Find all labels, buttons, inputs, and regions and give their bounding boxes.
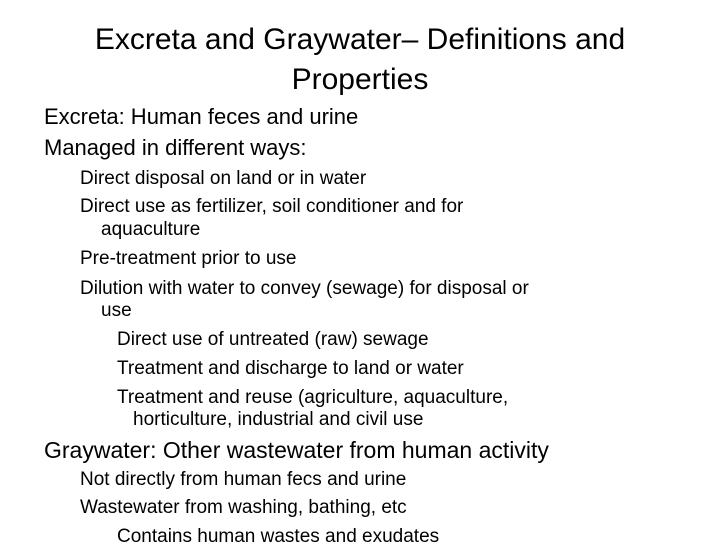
sub-bullet-dilution-cont: use xyxy=(101,300,132,321)
sub-bullet-washing: Wastewater from washing, bathing, etc xyxy=(80,497,407,518)
sub-bullet-not-feces: Not directly from human fecs and urine xyxy=(80,469,407,490)
slide-title xyxy=(40,20,680,100)
sub-bullet-direct-use-cont: aquaculture xyxy=(101,219,201,240)
sub-sub-bullet-contains: Contains human wastes and exudates xyxy=(117,526,440,547)
title-line-1: Excreta and Graywater– Definitions and xyxy=(94,23,626,56)
bullet-graywater-definition: Graywater: Other wastewater from human activity xyxy=(44,437,549,463)
sub-sub-bullet-discharge: Treatment and discharge to land or water xyxy=(117,358,464,379)
sub-bullet-pretreatment: Pre-treatment prior to use xyxy=(80,248,297,269)
bullet-excreta-definition: Excreta: Human feces and urine xyxy=(44,104,359,129)
sub-sub-bullet-untreated: Direct use of untreated (raw) sewage xyxy=(117,329,429,350)
sub-bullet-dilution: Dilution with water to convey (sewage) for disposal or xyxy=(80,278,529,299)
sub-bullet-direct-disposal: Direct disposal on land or in water xyxy=(80,168,367,189)
sub-sub-bullet-reuse: Treatment and reuse (agriculture, aquaculture, xyxy=(117,387,509,408)
sub-sub-bullet-reuse-cont: horticulture, industrial and civil use xyxy=(133,409,424,430)
sub-bullet-direct-use: Direct use as fertilizer, soil conditioner and for xyxy=(80,196,464,217)
title-line-2: Properties xyxy=(291,63,429,96)
bullet-managed-ways: Managed in different ways: xyxy=(44,135,307,160)
